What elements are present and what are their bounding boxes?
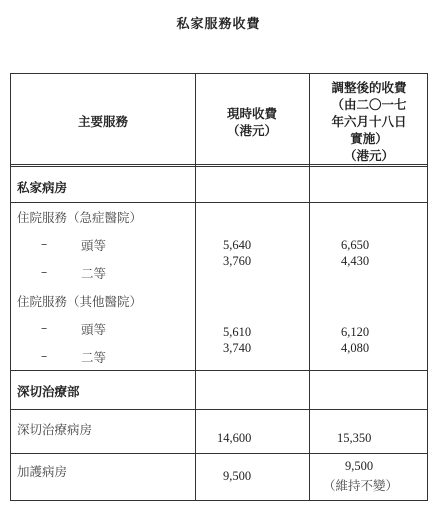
row-dash: – (41, 320, 48, 335)
current-fee-value: 14,600 (217, 431, 252, 445)
current-fee-value: 9,500 (223, 469, 252, 483)
row-label-second-class: 二等 (81, 350, 107, 365)
row-dash: – (41, 264, 48, 279)
adjusted-fee-value: 4,430 (341, 254, 370, 268)
current-fee-value: 3,760 (223, 254, 252, 268)
row-divider (11, 453, 427, 454)
row-dash: – (41, 348, 48, 363)
section-title-icu: 深切治療部 (17, 384, 80, 399)
adjusted-fee-value: 6,650 (341, 238, 370, 252)
header-adjusted-line2: （由二〇一七 (331, 97, 407, 112)
group-label-other: 住院服務（其他醫院） (17, 294, 143, 309)
row-dash: – (41, 236, 48, 251)
header-adjusted-line4: 實施） (350, 131, 388, 146)
header-adjusted-line3: 年六月十八日 (331, 114, 407, 129)
row-label-hdu: 加護病房 (17, 464, 68, 479)
page-title: 私家服務收費 (176, 17, 261, 32)
adjusted-fee-value: 6,120 (341, 325, 370, 339)
row-label-second-class: 二等 (81, 266, 107, 281)
section-title-private-ward: 私家病房 (17, 180, 68, 195)
current-fee-value: 5,640 (223, 238, 252, 252)
current-fee-value: 3,740 (223, 341, 252, 355)
row-label-first-class: 頭等 (81, 238, 107, 253)
header-adjusted-unit: （港元） (343, 148, 394, 163)
header-main-service: 主要服務 (77, 114, 128, 129)
adjusted-fee-value: 9,500 (345, 459, 374, 473)
section-divider (11, 202, 427, 203)
fee-table (10, 73, 428, 501)
header-adjusted-fee: 調整後的收費 (331, 80, 407, 95)
group-label-acute: 住院服務（急症醫院） (17, 210, 143, 225)
adjusted-fee-value: 4,080 (341, 341, 370, 355)
header-divider (11, 164, 427, 167)
row-label-icu-ward: 深切治療病房 (17, 422, 93, 437)
section-divider (11, 409, 427, 410)
header-current-unit: （港元） (226, 123, 277, 138)
header-current-fee: 現時收費 (226, 106, 277, 121)
row-label-first-class: 頭等 (81, 322, 107, 337)
section-divider (11, 370, 427, 371)
current-fee-value: 5,610 (223, 325, 252, 339)
unchanged-note: （維持不變） (323, 478, 399, 493)
adjusted-fee-value: 15,350 (337, 431, 372, 445)
